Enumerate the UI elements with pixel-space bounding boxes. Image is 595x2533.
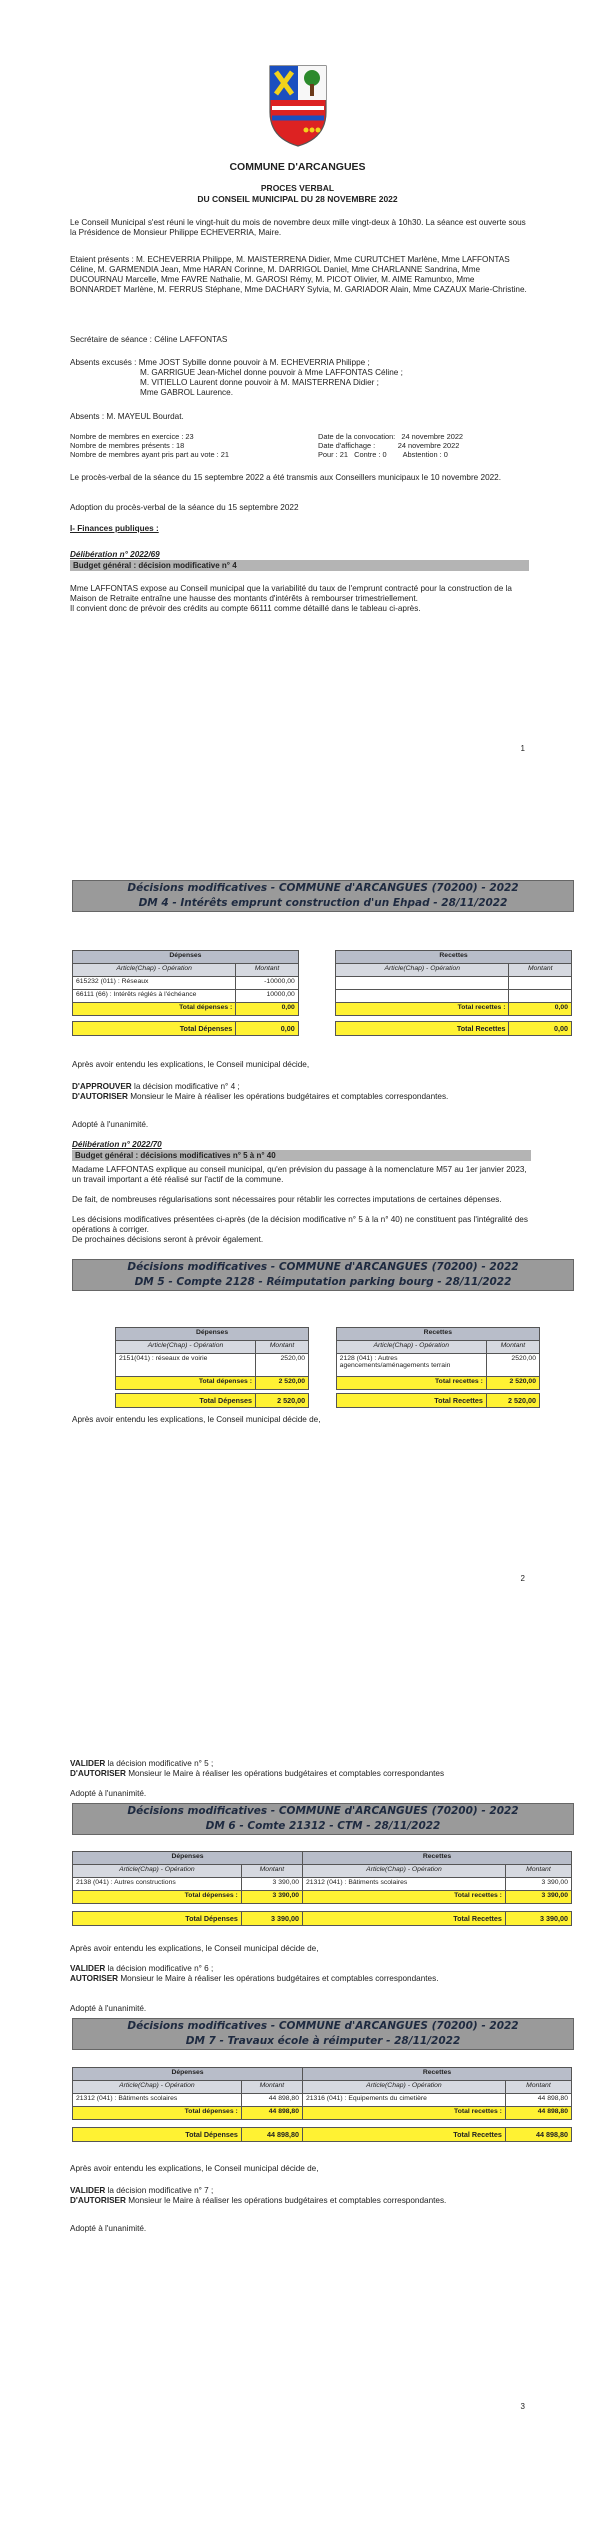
page-number: 1	[520, 744, 525, 753]
excuses-line: Mme GABROL Laurence.	[140, 388, 233, 397]
total-value: 3 390,00	[505, 1891, 571, 1904]
col-header: Recettes	[336, 1328, 539, 1341]
deliberation-number: Délibération n° 2022/69	[70, 550, 160, 559]
adopted-line: Adopté à l'unanimité.	[70, 2224, 147, 2233]
dm4-banner-subtitle: DM 4 - Intérêts emprunt construction d'un Ehpad - 28/11/2022	[138, 897, 508, 909]
after-explanations: Après avoir entendu les explications, le Conseil municipal décide de,	[70, 2164, 319, 2173]
adopted-line: Adopté à l'unanimité.	[72, 1120, 149, 1129]
table-cell: 2128 (041) : Autres agencements/aménagements terrain	[336, 1354, 486, 1377]
page-number: 3	[520, 2402, 525, 2411]
grand-total-label: Total Recettes	[303, 2128, 506, 2142]
after-explanations: Après avoir entendu les explications, le Conseil municipal décide,	[72, 1060, 310, 1069]
after-explanations: Après avoir entendu les explications, le Conseil municipal décide de,	[70, 1944, 319, 1953]
stat-line: Nombre de membres présents : 18	[70, 441, 185, 450]
grand-total-label: Total Dépenses	[116, 1394, 256, 1408]
pv-title-line2: DU CONSEIL MUNICIPAL DU 28 NOVEMBRE 2022	[197, 194, 398, 204]
total-label: Total dépenses :	[116, 1377, 256, 1390]
col-header: Montant	[241, 1865, 302, 1878]
table-row	[73, 990, 572, 1003]
total-value: 44 898,80	[241, 2107, 302, 2120]
table-cell: 66111 (66) : Intérêts réglés à l'échéance	[73, 990, 236, 1003]
page-number: 2	[520, 1574, 525, 1583]
col-header: Montant	[255, 1341, 308, 1354]
col-header: Article(Chap) - Opération	[336, 1341, 486, 1354]
dm7-banner-subtitle: DM 7 - Travaux école à réimputer - 28/11/2022	[185, 2035, 461, 2047]
commune-title: COMMUNE D'ARCANGUES	[229, 161, 366, 173]
table-cell: 21312 (041) : Bâtiments scolaires	[73, 2094, 242, 2107]
dm4-grand-total	[72, 1021, 572, 1036]
table-cell: 3 390,00	[241, 1878, 302, 1891]
decision-line: D'AUTORISER Monsieur le Maire à réaliser les opérations budgétaires et comptables correspondantes.	[70, 2196, 447, 2205]
excuses-line: Absents excusés : Mme JOST Sybille donne pouvoir à M. ECHEVERRIA Philippe ;	[70, 358, 370, 367]
dm7-grand-total	[72, 2127, 572, 2142]
grand-total-label: Total Dépenses	[73, 1022, 236, 1036]
col-header: Article(Chap) - Opération	[303, 1865, 506, 1878]
decision-line: D'AUTORISER Monsieur le Maire à réaliser les opérations budgétaires et comptables correspondantes	[70, 1769, 445, 1778]
table-row	[73, 1878, 572, 1891]
table-cell: 44 898,80	[505, 2094, 571, 2107]
total-label: Total recettes :	[336, 1377, 486, 1390]
dm5-banner-title: Décisions modificatives - COMMUNE d'ARCANGUES (70200) - 2022	[127, 1261, 519, 1273]
col-header: Montant	[505, 1865, 571, 1878]
total-value: 3 390,00	[241, 1891, 302, 1904]
grand-total-label: Total Recettes	[303, 1912, 506, 1926]
dm6-banner	[72, 1803, 574, 1835]
dm7-banner	[72, 2018, 574, 2050]
table-cell: 21316 (041) : Equipements du cimetière	[303, 2094, 506, 2107]
adopted-line: Adopté à l'unanimité.	[70, 2004, 147, 2013]
col-header: Montant	[505, 2081, 571, 2094]
decision-line: AUTORISER Monsieur le Maire à réaliser les opérations budgétaires et comptables correspondantes.	[70, 1974, 439, 1983]
budget-bar: Budget général : décision modificative n° 4	[70, 560, 529, 571]
stat-line: Nombre de membres ayant pris part au vote : 21	[70, 450, 229, 459]
adopted-line: Adopté à l'unanimité.	[70, 1789, 147, 1798]
col-header: Recettes	[303, 2068, 572, 2081]
table-cell: -10000,00	[236, 977, 299, 990]
col-header: Article(Chap) - Opération	[73, 964, 236, 977]
pv-previous-paragraph: Le procès-verbal de la séance du 15 septembre 2022 a été transmis aux Conseillers municipaux le 10 novembre 2022.	[70, 473, 502, 482]
dm6-grand-total	[72, 1911, 572, 1926]
grand-total-value: 44 898,80	[505, 2128, 571, 2142]
col-header: Article(Chap) - Opération	[336, 964, 509, 977]
decision-line: D'AUTORISER Monsieur le Maire à réaliser les opérations budgétaires et comptables correspondantes.	[72, 1092, 449, 1101]
col-header: Dépenses	[73, 2068, 303, 2081]
page-1	[0, 0, 595, 845]
col-header: Montant	[486, 1341, 539, 1354]
grand-total-label: Total Recettes	[336, 1022, 509, 1036]
grand-total-label: Total Recettes	[336, 1394, 486, 1408]
dm4-banner	[72, 880, 574, 912]
table-cell: 2520,00	[486, 1354, 539, 1377]
body-paragraph: Il convient donc de prévoir des crédits au compte 66111 comme détaillé dans le tableau ci-après.	[70, 604, 421, 613]
dm7-table	[72, 2067, 572, 2120]
col-header: Recettes	[303, 1852, 572, 1865]
budget-bar: Budget général : décisions modificatives n° 5 à n° 40	[72, 1150, 531, 1161]
grand-total-value: 2 520,00	[486, 1394, 539, 1408]
grand-total-value: 3 390,00	[505, 1912, 571, 1926]
total-value: 2 520,00	[255, 1377, 308, 1390]
table-row	[73, 2094, 572, 2107]
col-header: Article(Chap) - Opération	[303, 2081, 506, 2094]
grand-total-value: 44 898,80	[241, 2128, 302, 2142]
dm5-banner-subtitle: DM 5 - Compte 2128 - Réimputation parking bourg - 28/11/2022	[134, 1276, 512, 1288]
absents-line: Absents : M. MAYEUL Bourdat.	[70, 412, 184, 421]
grand-total-value: 0,00	[509, 1022, 572, 1036]
dm5-table	[115, 1327, 540, 1390]
body-paragraph: De fait, de nombreuses régularisations sont nécessaires pour rétablir les correctes imputations de certaines dépenses.	[72, 1195, 502, 1204]
decision-line: D'APPROUVER la décision modificative n° 4 ;	[72, 1082, 240, 1091]
table-cell: 2138 (041) : Autres constructions	[73, 1878, 242, 1891]
dm4-table	[72, 950, 572, 1016]
col-header: Article(Chap) - Opération	[116, 1341, 256, 1354]
dm6-banner-title: Décisions modificatives - COMMUNE d'ARCANGUES (70200) - 2022	[127, 1805, 519, 1817]
col-header: Montant	[236, 964, 299, 977]
table-cell: 44 898,80	[241, 2094, 302, 2107]
table-cell: 21312 (041) : Bâtiments scolaires	[303, 1878, 506, 1891]
total-value: 44 898,80	[505, 2107, 571, 2120]
total-label: Total recettes :	[303, 1891, 506, 1904]
body-paragraph: De prochaines décisions seront à prévoir également.	[72, 1235, 264, 1244]
stat-line: Nombre de membres en exercice : 23	[70, 432, 194, 441]
col-header: Montant	[509, 964, 572, 977]
total-label: Total dépenses :	[73, 1003, 236, 1016]
deliberation-number: Délibération n° 2022/70	[72, 1140, 162, 1149]
stat-line: Date d'affichage : 24 novembre 2022	[318, 441, 460, 450]
table-row	[116, 1354, 540, 1377]
total-value: 0,00	[509, 1003, 572, 1016]
page-2	[0, 845, 595, 1689]
col-header: Dépenses	[73, 1852, 303, 1865]
body-paragraph: Madame LAFFONTAS explique au conseil municipal, qu'en prévision du passage à la nomenclature M57 au 1er janvier 2023, un travail important a été réalisé sur l'actif de la commune.	[72, 1165, 527, 1184]
excuses-line: M. GARRIGUE Jean-Michel donne pouvoir à Mme LAFFONTAS Céline ;	[140, 368, 403, 377]
table-cell: 2520,00	[255, 1354, 308, 1377]
decision-line: VALIDER la décision modificative n° 5 ;	[70, 1759, 214, 1768]
municipal-crest-logo	[262, 60, 334, 148]
dm6-table	[72, 1851, 572, 1904]
grand-total-label: Total Dépenses	[73, 2128, 242, 2142]
dm5-grand-total	[115, 1393, 540, 1408]
intro-paragraph: Le Conseil Municipal s'est réuni le vingt-huit du mois de novembre deux mille vingt-deux à 10h30. La séance est ouverte sous la Présidence de Monsieur Philippe ECHEVERRIA, Maire.	[70, 218, 526, 237]
pv-title-line1: PROCES VERBAL	[260, 183, 335, 193]
col-header: Dépenses	[73, 951, 299, 964]
table-cell: 615232 (011) : Réseaux	[73, 977, 236, 990]
dm6-banner-subtitle: DM 6 - Comte 21312 - CTM - 28/11/2022	[205, 1820, 441, 1832]
total-label: Total recettes :	[336, 1003, 509, 1016]
total-label: Total dépenses :	[73, 2107, 242, 2120]
grand-total-value: 3 390,00	[241, 1912, 302, 1926]
table-cell: 2151(041) : réseaux de voirie	[116, 1354, 256, 1377]
after-explanations: Après avoir entendu les explications, le Conseil municipal décide de,	[72, 1415, 321, 1424]
stat-line: Pour : 21 Contre : 0 Abstention : 0	[318, 450, 448, 459]
body-paragraph: Mme LAFFONTAS expose au Conseil municipal que la variabilité du taux de l'emprunt contracté pour la construction de la Maison de Retraite entraîne une hausse des montants d'intérêts à rembourser trimestriellement.	[70, 584, 512, 603]
excuses-line: M. VITIELLO Laurent donne pouvoir à M. MAISTERRENA Didier ;	[140, 378, 379, 387]
grand-total-label: Total Dépenses	[73, 1912, 242, 1926]
secretaire-line: Secrétaire de séance : Céline LAFFONTAS	[70, 335, 228, 344]
col-header: Dépenses	[116, 1328, 309, 1341]
col-header: Montant	[241, 2081, 302, 2094]
page-3	[0, 1689, 595, 2533]
body-paragraph: Les décisions modificatives présentées ci-après (de la décision modificative n° 5 à la n° 40) ne constituent pas l'intégralité des opérations à corriger.	[72, 1215, 528, 1234]
table-row	[73, 977, 572, 990]
grand-total-value: 0,00	[236, 1022, 299, 1036]
col-header: Article(Chap) - Opération	[73, 2081, 242, 2094]
dm5-banner	[72, 1259, 574, 1291]
table-cell: 3 390,00	[505, 1878, 571, 1891]
presents-paragraph: Etaient présents : M. ECHEVERRIA Philippe, M. MAISTERRENA Didier, Mme CURUTCHET Marlène, Mme LAFFONTAS Céline, M. GARMENDIA Jean, Mme HARAN Corinne, M. DARRIGOL Daniel, Mme CHARLANNE Sandrina, Mme DUCOURNAU Marcelle, Mme FAVRE Nathalie, M. GAROSI Rémy, M. PICOT Olivier, M. AIME Ramuntxo, Mme BONNARDET Marlène, M. FERRUS Stéphane, Mme DACHARY Sylvia, M. GARIADOR Alain, Mme CAZAUX Marie-Christine.	[70, 255, 527, 294]
adoption-line: Adoption du procès-verbal de la séance du 15 septembre 2022	[70, 503, 299, 512]
col-header: Article(Chap) - Opération	[73, 1865, 242, 1878]
table-cell: 10000,00	[236, 990, 299, 1003]
decision-line: VALIDER la décision modificative n° 6 ;	[70, 1964, 214, 1973]
stat-line: Date de la convocation: 24 novembre 2022	[318, 432, 464, 441]
grand-total-value: 2 520,00	[255, 1394, 308, 1408]
dm7-banner-title: Décisions modificatives - COMMUNE d'ARCANGUES (70200) - 2022	[127, 2020, 519, 2032]
dm4-banner-title: Décisions modificatives - COMMUNE d'ARCANGUES (70200) - 2022	[127, 882, 519, 894]
total-value: 2 520,00	[486, 1377, 539, 1390]
total-label: Total dépenses :	[73, 1891, 242, 1904]
col-header: Recettes	[336, 951, 572, 964]
total-label: Total recettes :	[303, 2107, 506, 2120]
decision-line: VALIDER la décision modificative n° 7 ;	[70, 2186, 214, 2195]
section-heading: I- Finances publiques :	[70, 524, 159, 533]
total-value: 0,00	[236, 1003, 299, 1016]
